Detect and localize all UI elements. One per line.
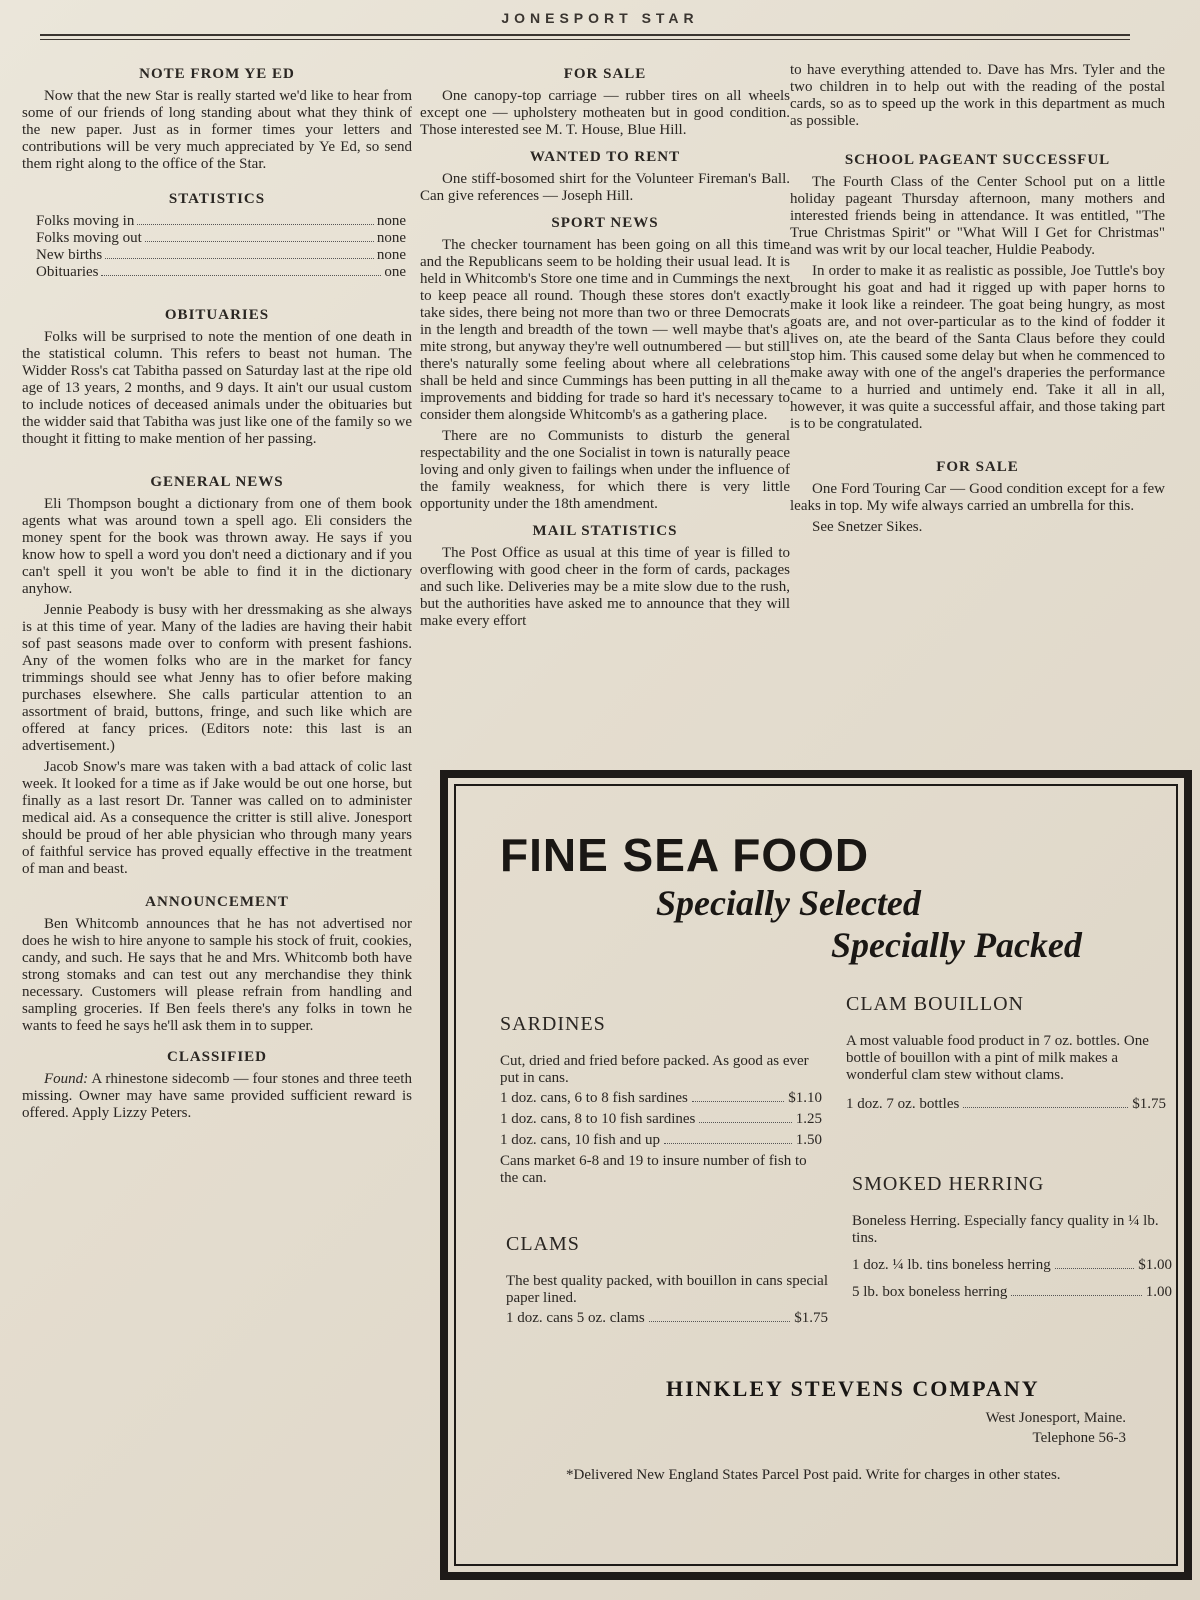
bouillon-desc: A most valuable food product in 7 oz. bottles. One bottle of bouillon with a pint of milk makes a wonderful clam stew without clams. bbox=[846, 1033, 1149, 1083]
classified-label: Found: bbox=[44, 1071, 89, 1087]
ad-footnote: *Delivered New England States Parcel Post paid. Write for charges in other states. bbox=[566, 1467, 1061, 1483]
price-value: $1.75 bbox=[794, 1310, 828, 1326]
ad-tagline: Specially Packed bbox=[831, 925, 1082, 965]
masthead-rule bbox=[40, 34, 1130, 40]
ad-title: FINE SEA FOOD bbox=[500, 829, 870, 881]
mail-heading: MAIL STATISTICS bbox=[532, 523, 678, 539]
for-sale-signoff: See Snetzer Sikes. bbox=[812, 519, 923, 535]
for-sale-body: One canopy-top carriage — rubber tires on all wheels except one — upholstery motheaten but in good condition. Those interested see M. T. House, Blue Hill. bbox=[420, 88, 790, 138]
stat-row bbox=[36, 264, 406, 281]
general-news-paragraph: Eli Thompson bought a dictionary from one of them book agents what was around town a spell ago. Eli considers the money spent for the book was thrown away. He says if you know how to spell a word you don't need a dictionary and if you can't spell it you won't be able to find it in the dictionary anyhow. bbox=[22, 496, 412, 597]
general-news-heading: GENERAL NEWS bbox=[150, 474, 284, 490]
company-phone: Telephone 56-3 bbox=[1032, 1430, 1126, 1446]
sardines-section bbox=[500, 1013, 822, 1190]
stat-value: none bbox=[376, 247, 406, 263]
for-sale-body: One Ford Touring Car — Good condition except for a few leaks in top. My wife always carried an umbrella for this. bbox=[790, 481, 1165, 514]
pageant-heading: SCHOOL PAGEANT SUCCESSFUL bbox=[844, 152, 1111, 168]
pageant-paragraph: In order to make it as realistic as possible, Joe Tuttle's boy brought his goat and had it rigged up with paper horns to make it look like a reindeer. The goat being hungry, as most goats are, and not over-particular as to the kind of fodder it lives on, ate the beard of the Santa Claus before they could stop him. This caused some delay but when he commenced to make away with one of the angel's draperies the performance came to a hurried and untimely end. Take it all in all, however, it was quite a successful affair, and those taking part is to be congratulated. bbox=[790, 263, 1165, 432]
for-sale-heading: FOR SALE bbox=[563, 66, 647, 82]
wanted-body: One stiff-bosomed shirt for the Volunteer Fireman's Ball. Can give references — Joseph Hill. bbox=[420, 171, 790, 204]
classified-text: A rhinestone sidecomb — four stones and three teeth missing. Owner may have same provided sufficient reward is offered. Apply Lizzy Peters. bbox=[22, 1071, 412, 1121]
classified-body bbox=[22, 1071, 412, 1122]
leader-dots bbox=[664, 1143, 792, 1144]
price-row bbox=[500, 1111, 822, 1128]
stat-label: New births bbox=[36, 247, 103, 263]
price-row bbox=[852, 1257, 1172, 1274]
price-value: $1.75 bbox=[1132, 1096, 1166, 1112]
price-label: 1 doz. ¼ lb. tins boneless herring bbox=[852, 1257, 1051, 1273]
company-address: West Jonesport, Maine. bbox=[985, 1410, 1126, 1426]
clams-section bbox=[506, 1233, 829, 1331]
price-label: 1 doz. cans 5 oz. clams bbox=[506, 1310, 645, 1326]
stat-row bbox=[36, 213, 406, 230]
clams-desc: The best quality packed, with bouillon in cans special paper lined. bbox=[506, 1273, 829, 1306]
ad-inner-border bbox=[454, 784, 1178, 1566]
sport-heading: SPORT NEWS bbox=[551, 215, 659, 231]
sport-paragraph: The checker tournament has been going on all this time and the Republicans seem to be holding their usual lead. It is held in Whitcomb's Store one time and in Cummings the next to keep peace all round. Though these stores don't exactly take sides, there being not more than two or three Democrats in the length and breadth of the town — well maybe that's a mite strong, but anyway they're well outnumbered — but still there's naturally some feeling about where all celebrations shall be held and since Cummings has been putting in all the improvements and bidding for trade so hard it's necessary to consider them alongside Whitcomb's as a gathering place. bbox=[420, 237, 790, 423]
clams-heading: CLAMS bbox=[506, 1233, 580, 1255]
stat-value: none bbox=[376, 213, 406, 229]
clam-bouillon-section bbox=[846, 993, 1166, 1117]
sardines-heading: SARDINES bbox=[500, 1013, 606, 1035]
obituaries-body: Folks will be surprised to note the mention of one death in the statistical column. This refers to beast not human. The Widder Ross's cat Tabitha passed on Saturday last at the ripe old age of 13 years, 2 months, and 9 days. It ain't our usual custom to include notices of deceased animals under the obituaries but the widder said that Tabitha was just like one of the family so we thought it fitting to make mention of her passing. bbox=[22, 329, 412, 447]
stat-label: Folks moving out bbox=[36, 230, 142, 246]
announcement-heading: ANNOUNCEMENT bbox=[145, 894, 289, 910]
note-heading: NOTE FROM YE ED bbox=[139, 66, 295, 82]
ad-tagline: Specially Selected bbox=[656, 883, 921, 923]
sardines-note: Cans market 6-8 and 19 to insure number of fish to the can. bbox=[500, 1153, 807, 1186]
price-row bbox=[846, 1096, 1166, 1113]
leader-dots bbox=[145, 241, 374, 242]
price-row bbox=[500, 1090, 822, 1107]
company-name: HINKLEY STEVENS COMPANY bbox=[666, 1376, 1040, 1401]
obituaries-heading: OBITUARIES bbox=[164, 307, 270, 323]
mail-body: The Post Office as usual at this time of year is filled to overflowing with good cheer in the form of cards, packages and such like. Deliveries may be a mite slow due to the rush, but the authorities have asked me to announce that they will make every effort bbox=[420, 545, 790, 629]
leader-dots bbox=[1011, 1295, 1141, 1296]
statistics-heading: STATISTICS bbox=[168, 191, 266, 207]
leader-dots bbox=[699, 1122, 791, 1123]
price-value: $1.10 bbox=[788, 1090, 822, 1106]
classified-heading: CLASSIFIED bbox=[166, 1049, 268, 1065]
for-sale-heading: FOR SALE bbox=[936, 459, 1019, 475]
price-row bbox=[506, 1310, 828, 1327]
stat-label: Obituaries bbox=[36, 264, 99, 280]
leader-dots bbox=[1055, 1268, 1135, 1269]
price-label: 1 doz. 7 oz. bottles bbox=[846, 1096, 960, 1112]
leader-dots bbox=[101, 275, 381, 276]
stat-row bbox=[36, 230, 406, 247]
price-label: 1 doz. cans, 6 to 8 fish sardines bbox=[500, 1090, 688, 1106]
price-label: 5 lb. box boneless herring bbox=[852, 1284, 1008, 1300]
mail-continued: to have everything attended to. Dave has Mrs. Tyler and the two children in to help out with the reading of the postal cards, so as to speed up the work in this department as much as possible. bbox=[790, 62, 1165, 129]
column-right bbox=[790, 62, 1165, 540]
smoked-herring-section bbox=[852, 1173, 1172, 1305]
leader-dots bbox=[105, 258, 374, 259]
general-news-paragraph: Jacob Snow's mare was taken with a bad attack of colic last week. It looked for a time as if Jake would be out one horse, but finally as a last resort Dr. Tanner was called on to administer medical aid. As a consequence the critter is still alive. Jonesport should be proud of her able physician who through many years of faithful service has proved equally effective in the treatment of man and beast. bbox=[22, 759, 412, 877]
price-row bbox=[500, 1132, 822, 1149]
price-value: 1.25 bbox=[795, 1111, 822, 1127]
leader-dots bbox=[649, 1321, 791, 1322]
company-address-block bbox=[926, 1408, 1126, 1448]
column-middle bbox=[420, 62, 790, 634]
statistics-list bbox=[36, 213, 406, 281]
price-value: $1.00 bbox=[1138, 1257, 1172, 1273]
price-value: 1.50 bbox=[795, 1132, 822, 1148]
price-value: 1.00 bbox=[1145, 1284, 1172, 1300]
sardines-desc: Cut, dried and fried before packed. As good as ever put in cans. bbox=[500, 1053, 809, 1086]
price-label: 1 doz. cans, 8 to 10 fish sardines bbox=[500, 1111, 696, 1127]
herring-heading: SMOKED HERRING bbox=[852, 1173, 1045, 1195]
price-label: 1 doz. cans, 10 fish and up bbox=[500, 1132, 660, 1148]
leader-dots bbox=[692, 1101, 784, 1102]
pageant-paragraph: The Fourth Class of the Center School put on a little holiday pageant Thursday afternoon, many mothers and interested friends being in attendance. It was entitled, "The True Christmas Spirit" or "What Will I Get for Christmas" and was writ by our local teacher, Huldie Peabody. bbox=[790, 174, 1165, 258]
seafood-advertisement bbox=[440, 770, 1192, 1580]
herring-desc: Boneless Herring. Especially fancy quality in ¼ lb. tins. bbox=[852, 1213, 1159, 1246]
stat-label: Folks moving in bbox=[36, 213, 135, 229]
stat-value: none bbox=[376, 230, 406, 246]
bouillon-heading: CLAM BOUILLON bbox=[846, 993, 1024, 1015]
note-body: Now that the new Star is really started we'd like to hear from some of our friends of long standing about what they think of the new paper. Just as in former times your letters and contributions will be very much appreciated by Ye Ed, so send them right along to the office of the Star. bbox=[22, 88, 412, 172]
stat-row bbox=[36, 247, 406, 264]
column-left bbox=[22, 62, 412, 1126]
stat-value: one bbox=[384, 264, 406, 280]
announcement-body: Ben Whitcomb announces that he has not advertised nor does he wish to hire anyone to sample his stock of fruit, cookies, candy, and such. He says that he and Mrs. Whitcomb both have strong stomaks and can test out any merchandise they think necessary. Customers will please refrain from handling and sampling groceries. If Ben feels there's any folks in town he wants to feed he says he'll ask them in to supper. bbox=[22, 916, 412, 1034]
price-row bbox=[852, 1284, 1172, 1301]
leader-dots bbox=[963, 1107, 1128, 1108]
general-news-paragraph: Jennie Peabody is busy with her dressmaking as she always is at this time of year. Many of the ladies are having their habit sof past seasons made over to conform with present fashions. Any of the women folks who are in the market for fancy trimmings should see what Jenny has to ofier before making purchases elsewhere. She calls particular attention to an assortment of braid, buttons, fringe, and such like which are offered at fancy prices. (Editors note: this last is an advertisement.) bbox=[22, 602, 412, 754]
wanted-heading: WANTED TO RENT bbox=[529, 149, 681, 165]
sport-paragraph: There are no Communists to disturb the general respectability and the one Socialist in town is naturally peace loving and only given to failings when under the influence of the family weakness, for which there is very little opportunity under the 18th amendment. bbox=[420, 428, 790, 512]
masthead: JONESPORT STAR bbox=[501, 10, 699, 26]
leader-dots bbox=[137, 224, 373, 225]
